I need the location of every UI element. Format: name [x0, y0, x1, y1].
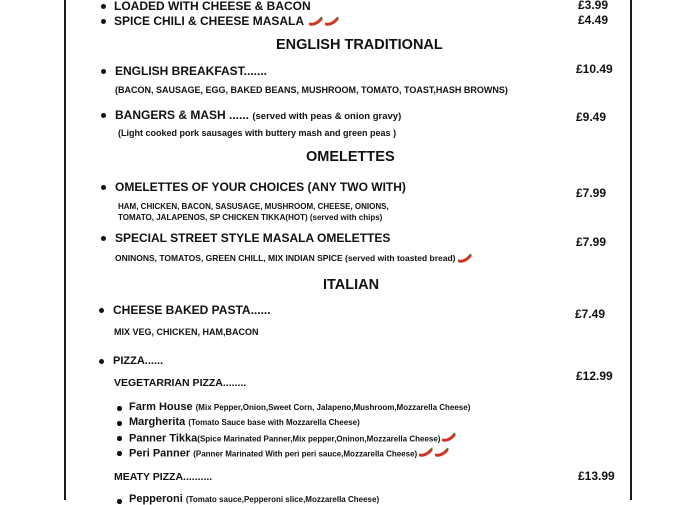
section-heading-italian: ITALIAN [323, 277, 380, 293]
price-masala-omelettes: £7.99 [576, 235, 607, 249]
pizza-pepperoni-name: Pepperoni [129, 493, 183, 505]
bullet [117, 406, 122, 411]
item-masala-omelettes: SPECIAL STREET STYLE MASALA OMELETTES [115, 231, 391, 245]
bullet [101, 4, 106, 9]
pizza-margherita-name: Margherita [129, 416, 186, 428]
pizza-pepperoni-desc: (Tomato sauce,Pepperoni slice,Mozzarella Cheese) [185, 495, 380, 504]
item-bangers-mash-label: BANGERS & MASH ...... [115, 108, 250, 122]
label-vegetarian-pizza: VEGETARRIAN PIZZA........ [114, 377, 247, 389]
price-bangers-mash: £9.49 [576, 110, 607, 124]
bullet [117, 421, 122, 426]
desc-omelettes-choice-line2: TOMATO, JALAPENOS, SP CHICKEN TIKKA(HOT) (served with chips) [118, 213, 383, 222]
menu-right-border [630, 0, 632, 500]
section-heading-english-traditional: ENGLISH TRADITIONAL [276, 37, 443, 53]
desc-masala-omelettes [115, 253, 472, 265]
item-bangers-mash-note: (served with peas & onion gravy) [252, 111, 402, 122]
chili-icon [325, 16, 339, 28]
bullet [99, 308, 104, 313]
price-cheese-baked-pasta: £7.49 [575, 307, 606, 321]
bullet [101, 236, 106, 241]
bullet [117, 451, 122, 456]
item-spice-chili-cheese-masala-label: SPICE CHILI & CHEESE MASALA [114, 14, 304, 28]
item-omelettes-choice: OMELETTES OF YOUR CHOICES (ANY TWO WITH) [115, 180, 406, 194]
pizza-margherita [129, 417, 360, 428]
item-spice-chili-cheese-masala [114, 15, 339, 28]
bullet [101, 185, 106, 190]
pizza-farm-house-name: Farm House [129, 401, 193, 413]
pizza-farm-house-desc: (Mix Pepper,Onion,Sweet Corn, Jalapeno,Mushroom,Mozzarella Cheese) [195, 403, 471, 412]
desc-omelettes-choice-line1: HAM, CHICKEN, BACON, SASUSAGE, MUSHROOM, CHEESE, ONIONS, [118, 202, 389, 211]
price-loaded-cheese-bacon: £3.99 [578, 0, 609, 12]
item-cheese-baked-pasta: CHEESE BAKED PASTA...... [113, 303, 271, 317]
bullet [101, 113, 106, 118]
desc-english-breakfast: (BACON, SAUSAGE, EGG, BAKED BEANS, MUSHROOM, TOMATO, TOAST,HASH BROWNS) [115, 85, 508, 95]
item-bangers-mash [115, 109, 401, 122]
price-spice-chili-cheese-masala: £4.49 [578, 13, 609, 27]
label-meaty-pizza: MEATY PIZZA.......... [114, 471, 213, 483]
bullet [117, 436, 122, 441]
item-loaded-cheese-bacon: LOADED WITH CHEESE & BACON [114, 0, 311, 13]
desc-masala-omelettes-text: ONINONS, TOMATOS, GREEN CHILL, MIX INDIAN SPICE (served with toasted bread) [115, 253, 456, 263]
pizza-panner-tikka-desc: (Spice Marinated Panner,Mix pepper,Oninon,Mozzarella Cheese) [197, 434, 441, 444]
chili-icon [435, 447, 449, 460]
menu-left-border [64, 0, 66, 500]
pizza-farm-house [129, 402, 470, 413]
price-meaty-pizza: £13.99 [578, 469, 615, 483]
pizza-margherita-desc: (Tomato Sauce base with Mozzarella Cheese) [188, 418, 360, 427]
chili-icon [419, 447, 433, 460]
price-omelettes-choice: £7.99 [576, 186, 607, 200]
chili-icon [309, 16, 323, 28]
desc-bangers-mash: (Light cooked pork sausages with buttery mash and green peas ) [118, 128, 397, 138]
chili-icon [458, 253, 472, 265]
desc-cheese-baked-pasta: MIX VEG, CHICKEN, HAM,BACON [114, 327, 259, 337]
price-english-breakfast: £10.49 [576, 62, 613, 76]
bullet [101, 69, 106, 74]
section-heading-omelettes: OMELETTES [306, 149, 395, 165]
pizza-panner-tikka-name: Panner Tikka [129, 432, 198, 445]
bullet [101, 19, 106, 24]
price-vegetarian-pizza: £12.99 [576, 369, 613, 383]
chili-icon [442, 432, 456, 445]
bullet [99, 359, 104, 364]
item-pizza: PIZZA...... [113, 355, 164, 367]
pizza-panner-tikka [129, 432, 456, 445]
pizza-peri-panner-name: Peri Panner [129, 447, 191, 460]
item-english-breakfast: ENGLISH BREAKFAST....... [115, 64, 268, 78]
pizza-peri-panner-desc: (Panner Marinated With peri peri sauce,Mozzarella Cheese) [193, 449, 418, 459]
pizza-peri-panner [129, 447, 449, 460]
